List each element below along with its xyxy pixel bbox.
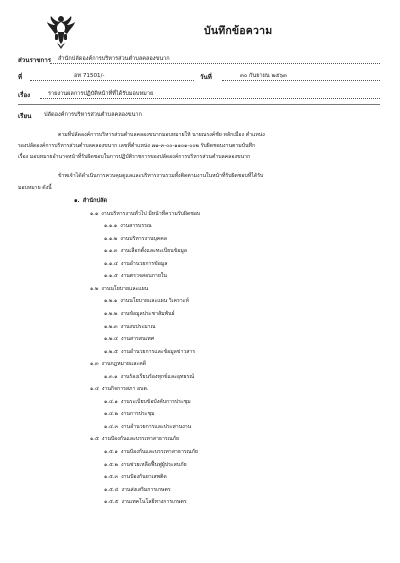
list-item (104, 323, 155, 331)
paragraph-1-line-1: ตามที่ปลัดองค์การบริหารส่วนตำบลคลองขนากมอบหมายให้ นายณรงค์ชัย หลักเมือง ตำแหน่ง (58, 132, 265, 138)
list-item-text: งานอำนวยการข้อมูล (120, 260, 168, 267)
list-item (104, 423, 191, 431)
list-item (104, 373, 194, 381)
list-item-number: ๑.๒.๔ (104, 336, 118, 343)
list-item (104, 235, 167, 243)
list-item-text: งานนโยบายและแผน วิเคราะห์ (120, 298, 189, 305)
agency-row (18, 55, 51, 65)
list-item (90, 360, 146, 368)
list-item (90, 210, 200, 218)
paragraph-2-line-2: มอบหมาย ดังนี้ (18, 185, 52, 191)
list-item-number: ๑.๑.๔ (104, 260, 118, 267)
list-item-text: งานการประชุม (120, 411, 155, 418)
list-item-number: ๑.๓.๑ (104, 373, 118, 380)
list-item-text: งานงบประมาณ (120, 323, 156, 330)
list-item (104, 310, 175, 318)
agency-value: สำนักปลัดองค์การบริหารส่วนตำบลคลองขนาก (58, 56, 170, 62)
subject-label: เรื่อง (18, 92, 31, 99)
list-item (74, 197, 107, 205)
list-item-text: งานร้องเรียนร้องทุกข์และอุทธรณ์ (120, 373, 195, 380)
list-item-text: งานข้อมูลประชาสัมพันธ์ (120, 310, 175, 317)
list-item-text: งานสารบรรณ (120, 223, 152, 230)
list-item (104, 486, 171, 494)
list-item (104, 260, 167, 268)
list-item-text: งานระเบียบข้อบังคับการประชุม (120, 398, 191, 405)
list-item (104, 335, 154, 343)
date-dotline (222, 80, 380, 81)
date-row (200, 72, 212, 82)
list-item-text: งานกฎหมายและคดี (101, 361, 147, 368)
list-item (104, 498, 187, 506)
list-item-number: ๑.๒.๓ (104, 323, 118, 330)
list-item-text: งานอำนวยการและประสานงาน (121, 423, 192, 430)
list-item-text: งานช่วยเหลือฟื้นฟูผู้ประสบภัย (120, 461, 187, 468)
list-item-number: ๑.๕.๓ (104, 474, 119, 481)
list-item-number: ๑.๒.๒ (104, 310, 118, 317)
list-item-text: งานนโยบายและแผน (101, 285, 149, 292)
list-item-number: ๑.๕.๔ (104, 486, 119, 493)
to-value: ปลัดองค์การบริหารส่วนตำบลคลองขนาก (44, 112, 142, 118)
list-item-text: งานกิจการสภา อบต. (101, 386, 149, 393)
to-row (18, 111, 31, 121)
agency-label: ส่วนราชการ (18, 57, 52, 64)
memo-title: บันทึกข้อความ (204, 25, 273, 37)
subject-value: รายงานผลการปฏิบัติหน้าที่ที่ได้รับมอบหมาย (48, 91, 154, 97)
to-label: เรียน (18, 113, 32, 120)
list-item-number: ๑.๔.๒ (104, 411, 118, 418)
list-item-text: งานเทคโนโลยีทางการเกษตร (121, 499, 187, 506)
ref-row (18, 72, 22, 82)
list-item-number: ๑.๕.๑ (104, 449, 118, 455)
list-item (104, 297, 189, 305)
list-item-text: งานป้องกันและบรรเทาสาธารณภัย (101, 436, 179, 443)
list-item-text: งานป้องกันยาเสพติด (121, 474, 167, 481)
list-item-text: งานอำนวยการและข้อมูลข่าวสาร (120, 348, 196, 355)
list-item (104, 410, 155, 418)
list-item (90, 435, 179, 443)
list-item-text: งานบริหารงานบุคคล (120, 235, 167, 242)
list-item-number: ๑. (74, 198, 80, 204)
date-label: วันที่ (200, 74, 212, 81)
paragraph-2-line-1: ข้าพเจ้าได้ดำเนินการควบคุมดูแลและบริหารงานรวมทั้งติดตามงานในหน้าที่รับผิดชอบที่ได้รับ (58, 173, 264, 179)
list-item (104, 448, 198, 456)
date-value: ๓๐ กันยายน ๒๕๖๓ (240, 73, 287, 79)
list-item-number: ๑.๕ (90, 436, 99, 443)
list-item-text: งานบริหารงานทั่วไป มีหน้าที่ความรับผิดชอบ (101, 210, 201, 217)
list-item-number: ๑.๑.๕ (104, 273, 118, 280)
ref-dotline (30, 80, 194, 81)
list-item-number: ๑.๕.๒ (104, 461, 118, 468)
list-item-number: ๑.๑.๓ (104, 248, 118, 255)
list-item (104, 272, 167, 280)
list-item (104, 348, 195, 356)
subject-row (18, 90, 30, 100)
agency-dotline (50, 63, 380, 64)
list-item (90, 385, 148, 393)
list-item-number: ๑.๔.๓ (104, 423, 119, 430)
list-item-number: ๑.๒.๑ (104, 298, 118, 305)
list-item-number: ๑.๒ (90, 285, 99, 292)
list-item (90, 285, 148, 293)
list-item-text: งานส่งเสริมการเกษตร (121, 486, 171, 493)
list-item-number: ๑.๑.๒ (104, 235, 118, 242)
paragraph-1-line-2: รองปลัดองค์การบริหารส่วนตำบลคลองขนาก เลขที่ตำแหน่ง ๗๑-๓-๐๐-๑๑๐๑-๐๐๒ รับผิดชอบงานตามบันทึก (18, 143, 256, 149)
list-item-number: ๑.๔.๑ (104, 398, 118, 405)
list-item (104, 398, 191, 406)
list-item-text: งานสารสนเทศ (120, 336, 154, 343)
list-item-number: ๑.๒.๕ (104, 348, 118, 355)
list-item-text: สำนักปลัด (82, 198, 108, 204)
list-item-text: งานตรวจสอบภายใน (120, 273, 167, 280)
ref-value: อท 71501/- (74, 73, 105, 79)
list-item-number: ๑.๕.๕ (104, 499, 119, 506)
list-item-number: ๑.๔ (90, 386, 99, 393)
list-item (104, 461, 187, 469)
ref-label: ที่ (18, 74, 23, 81)
list-item-number: ๑.๑ (90, 210, 99, 217)
garuda-emblem-icon (46, 14, 76, 50)
subject-dotline (40, 98, 380, 99)
list-item-number: ๑.๑.๑ (104, 223, 118, 230)
list-item-text: งานเลือกตั้งและทะเบียนข้อมูล (120, 248, 187, 255)
list-item (104, 222, 152, 230)
list-item-text: งานป้องกันและบรรเทาสาธารณภัย (120, 449, 198, 455)
list-item (104, 473, 167, 481)
paragraph-1-line-3: เรื่อง มอบหมายอำนาจหน้าที่รับผิดชอบในการปฏิบัติราชการของปลัดองค์การบริหารส่วนตำบลคลองขนาก (18, 154, 251, 160)
list-item-number: ๑.๓ (90, 361, 99, 368)
list-item (104, 247, 187, 255)
header-divider (18, 104, 380, 105)
